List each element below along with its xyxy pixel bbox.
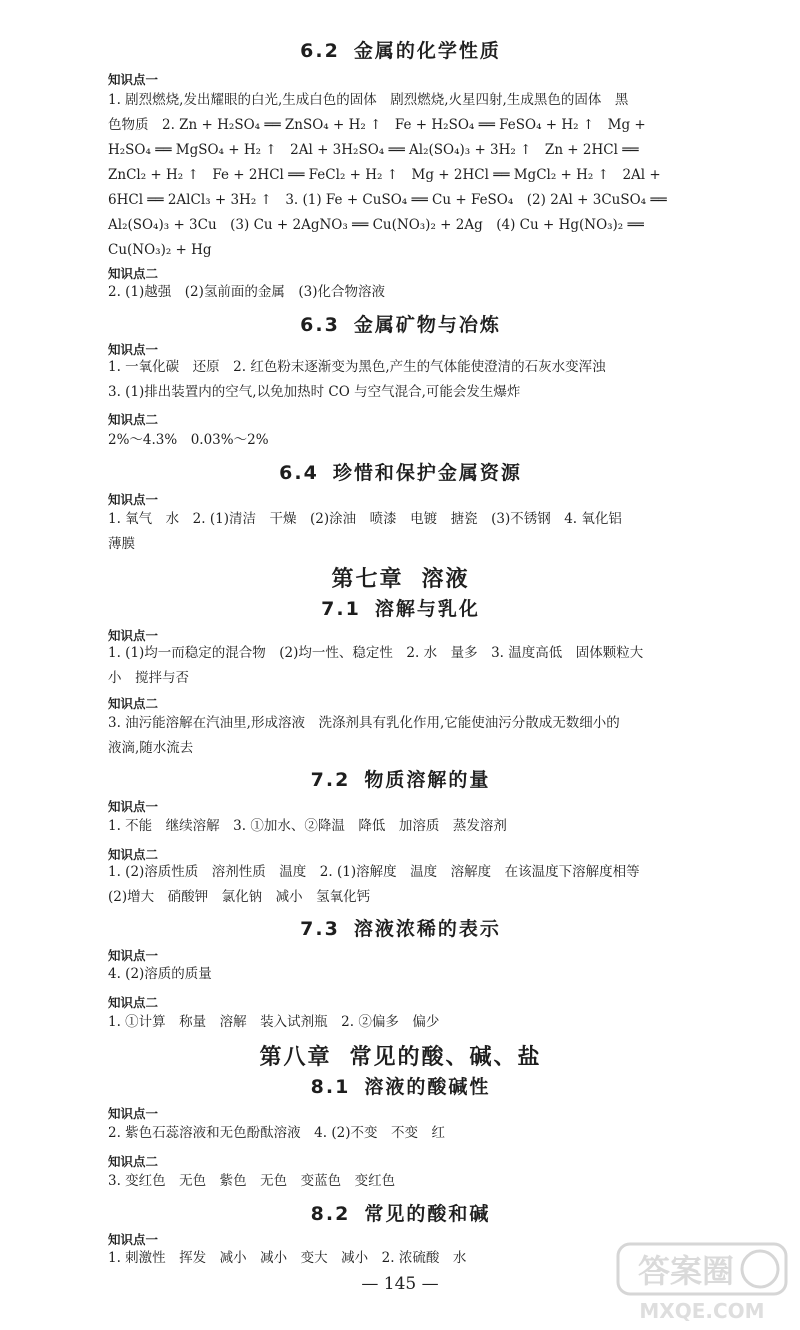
answer-line: ZnCl₂ + H₂ ↑ Fe + 2HCl ══ FeCl₂ + H₂ ↑ Mg + 2HCl ══ MgCl₂ + H₂ ↑ 2Al + xyxy=(108,167,661,183)
answer-line: 1. 刺激性 挥发 减小 减小 变大 减小 2. 浓硫酸 水 xyxy=(108,1250,467,1266)
knowledge-point-label: 知识点二 xyxy=(108,266,159,281)
chapter-title: 常见的酸、碱、盐 xyxy=(349,1044,542,1070)
watermark-text: 答案圈 xyxy=(637,1252,735,1290)
answer-line: 2. 紫色石蕊溶液和无色酚酞溶液 4. (2)不变 不变 红 xyxy=(108,1125,445,1141)
chapter-heading-8 xyxy=(108,1040,693,1071)
answer-block-6-2-kp2 xyxy=(108,280,693,305)
answer-line: 3. 油污能溶解在汽油里,形成溶液 洗涤剂具有乳化作用,它能使油污分散成无数细小的 xyxy=(108,715,620,731)
section-number: 7.1 xyxy=(321,598,361,620)
section-heading-6-2 xyxy=(108,36,693,63)
answer-line: H₂SO₄ ══ MgSO₄ + H₂ ↑ 2Al + 3H₂SO₄ ══ Al₂(SO₄)₃ + 3H₂ ↑ Zn + 2HCl ══ xyxy=(108,142,639,158)
section-heading-8-2 xyxy=(108,1199,693,1226)
chapter-number: 第七章 xyxy=(331,566,404,592)
section-number: 8.2 xyxy=(310,1203,351,1225)
answer-line: 薄膜 xyxy=(108,536,135,552)
answer-block-8-1-kp2 xyxy=(108,1169,693,1194)
answer-line: 4. (2)溶质的质量 xyxy=(108,966,212,982)
section-title: 溶液浓稀的表示 xyxy=(353,918,501,940)
answer-line: (2)增大 硝酸钾 氯化钠 减小 氢氧化钙 xyxy=(108,889,371,905)
section-heading-6-4 xyxy=(108,458,693,485)
chapter-title: 溶液 xyxy=(421,566,470,592)
answer-line: 1. (1)均一而稳定的混合物 (2)均一性、稳定性 2. 水 量多 3. 温度高低 固体颗粒大 xyxy=(108,645,644,661)
answer-line: 3. (1)排出装置内的空气,以免加热时 CO 与空气混合,可能会发生爆炸 xyxy=(108,384,521,400)
knowledge-point-label: 知识点二 xyxy=(108,696,159,711)
section-title: 金属矿物与冶炼 xyxy=(353,314,501,336)
chapter-heading-7 xyxy=(108,562,693,593)
answer-block-6-3-kp1 xyxy=(108,355,693,405)
answer-block-8-1-kp1 xyxy=(108,1121,693,1146)
section-number: 8.1 xyxy=(310,1076,351,1098)
knowledge-point-label: 知识点一 xyxy=(108,72,159,87)
answer-line: 1. 氧气 水 2. (1)清洁 干燥 (2)涂油 喷漆 电镀 搪瓷 (3)不锈钢 4. 氧化铝 xyxy=(108,511,622,527)
section-title: 溶液的酸碱性 xyxy=(364,1076,491,1098)
answer-line: 1. 不能 继续溶解 3. ①加水、②降温 降低 加溶质 蒸发溶剂 xyxy=(108,818,507,834)
answer-line: 3. 变红色 无色 紫色 无色 变蓝色 变红色 xyxy=(108,1173,396,1189)
answer-line: 液滴,随水流去 xyxy=(108,740,194,756)
answer-block-7-3-kp1 xyxy=(108,962,693,987)
answer-line: 2. (1)越强 (2)氢前面的金属 (3)化合物溶液 xyxy=(108,284,386,300)
answer-line: 小 搅拌与否 xyxy=(108,670,189,686)
section-heading-6-3 xyxy=(108,310,693,337)
section-number: 6.3 xyxy=(300,314,340,336)
chapter-number: 第八章 xyxy=(259,1044,332,1070)
answer-line: 1. 一氧化碳 还原 2. 红色粉末逐渐变为黑色,产生的气体能使澄清的石灰水变浑浊 xyxy=(108,359,606,375)
section-heading-7-1 xyxy=(108,594,693,621)
knowledge-point-label: 知识点一 xyxy=(108,1106,159,1121)
knowledge-point-label: 知识点一 xyxy=(108,948,159,963)
answer-line: Al₂(SO₄)₃ + 3Cu (3) Cu + 2AgNO₃ ══ Cu(NO₃)₂ + 2Ag (4) Cu + Hg(NO₃)₂ ══ xyxy=(108,217,644,233)
knowledge-point-label: 知识点一 xyxy=(108,799,159,814)
watermark-url: MXQE.COM xyxy=(639,1299,765,1323)
section-title: 常见的酸和碱 xyxy=(364,1203,491,1225)
section-number: 6.4 xyxy=(279,462,319,484)
answer-block-7-2-kp2 xyxy=(108,860,693,910)
section-title: 珍惜和保护金属资源 xyxy=(332,462,522,484)
section-title: 物质溶解的量 xyxy=(364,769,491,791)
section-heading-7-3 xyxy=(108,914,693,941)
answer-block-7-1-kp2 xyxy=(108,711,693,761)
knowledge-point-label: 知识点一 xyxy=(108,628,159,643)
knowledge-point-label: 知识点二 xyxy=(108,847,159,862)
answer-block-7-1-kp1 xyxy=(108,641,693,691)
answer-line: 1. ①计算 称量 溶解 装入试剂瓶 2. ②偏多 偏少 xyxy=(108,1014,440,1030)
knowledge-point-label: 知识点一 xyxy=(108,342,159,357)
knowledge-point-label: 知识点一 xyxy=(108,492,159,507)
knowledge-point-label: 知识点一 xyxy=(108,1232,159,1247)
knowledge-point-label: 知识点二 xyxy=(108,412,159,427)
page-number: — 145 — xyxy=(361,1274,439,1294)
answer-block-7-2-kp1 xyxy=(108,814,693,839)
section-number: 6.2 xyxy=(300,40,340,62)
answer-block-7-3-kp2 xyxy=(108,1010,693,1035)
answer-line: 1. (2)溶质性质 溶剂性质 温度 2. (1)溶解度 温度 溶解度 在该温度下溶解度相等 xyxy=(108,864,640,880)
knowledge-point-label: 知识点二 xyxy=(108,995,159,1010)
answer-line: 色物质 2. Zn + H₂SO₄ ══ ZnSO₄ + H₂ ↑ Fe + H₂SO₄ ══ FeSO₄ + H₂ ↑ Mg + xyxy=(108,117,646,133)
knowledge-point-label: 知识点二 xyxy=(108,1154,159,1169)
answer-block-6-2-kp1 xyxy=(108,88,693,263)
section-heading-8-1 xyxy=(108,1072,693,1099)
section-heading-7-2 xyxy=(108,765,693,792)
answer-block-6-3-kp2 xyxy=(108,428,693,453)
answer-line: 2%～4.3% 0.03%～2% xyxy=(108,432,269,448)
answer-block-8-2-kp1 xyxy=(108,1246,693,1271)
answer-block-6-4-kp1 xyxy=(108,507,693,557)
watermark-logo xyxy=(612,1240,792,1324)
section-title: 溶解与乳化 xyxy=(374,598,480,620)
section-number: 7.3 xyxy=(300,918,340,940)
answer-line: 6HCl ══ 2AlCl₃ + 3H₂ ↑ 3. (1) Fe + CuSO₄ ══ Cu + FeSO₄ (2) 2Al + 3CuSO₄ ══ xyxy=(108,192,667,208)
section-number: 7.2 xyxy=(310,769,351,791)
answer-line: Cu(NO₃)₂ + Hg xyxy=(108,242,212,258)
section-title: 金属的化学性质 xyxy=(353,40,501,62)
answer-line: 1. 剧烈燃烧,发出耀眼的白光,生成白色的固体 剧烈燃烧,火星四射,生成黑色的固体 黑 xyxy=(108,92,629,108)
